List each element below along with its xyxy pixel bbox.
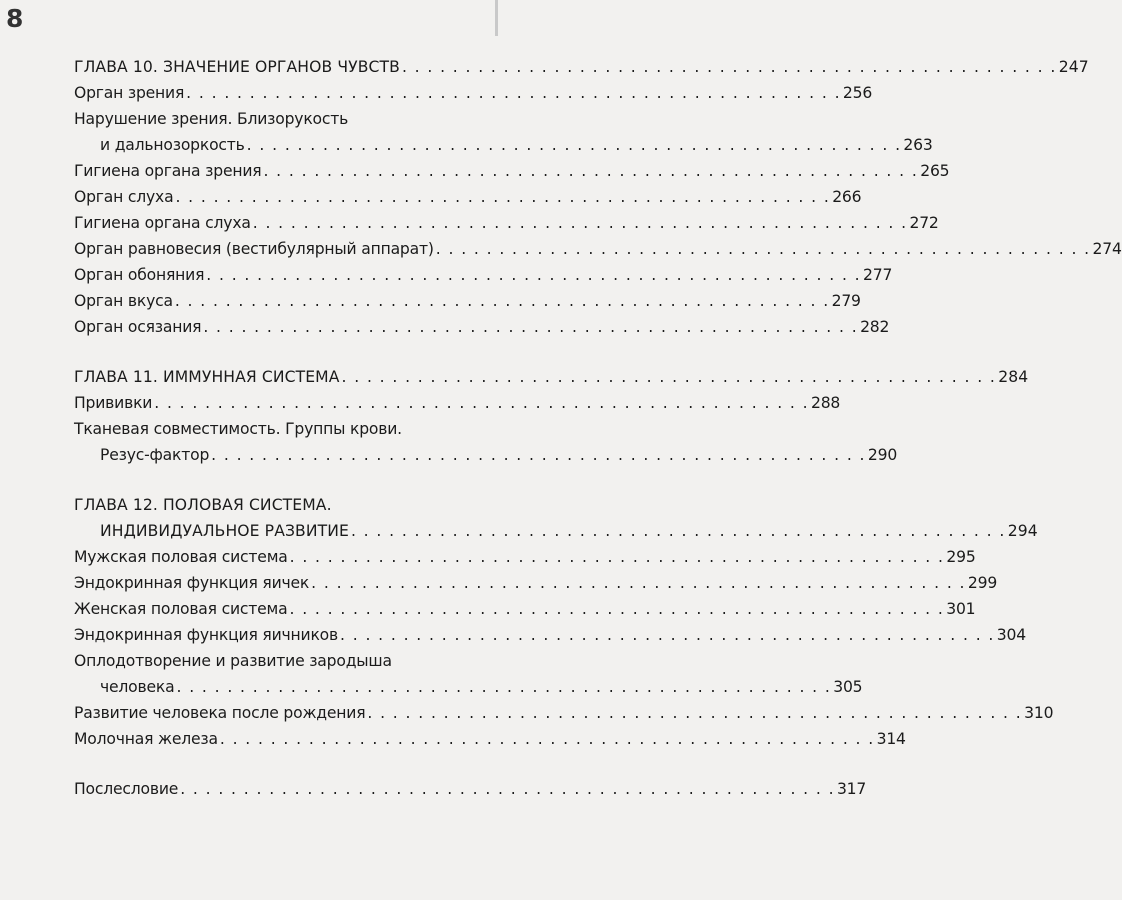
toc-page-number: 317 xyxy=(836,780,867,798)
toc-entry-title: Молочная железа xyxy=(74,730,218,748)
toc-entry-title: Орган осязания xyxy=(74,318,202,336)
dot-leader: . . . . . . . . . . . . . . . . . . . . . . . . . . . . . . . . . . . . . . . . . . . . . . . . . . . . xyxy=(289,600,945,618)
toc-entry-title: Орган вкуса xyxy=(74,292,173,310)
toc-entry[interactable] xyxy=(74,416,898,468)
toc-chapter-entry[interactable] xyxy=(74,54,1089,80)
toc-page-number: 279 xyxy=(831,292,861,310)
dot-leader: . . . . . . . . . . . . . . . . . . . . . . . . . . . . . . . . . . . . . . . . . . . . . . . . . . . . xyxy=(176,678,832,696)
toc-entry[interactable] xyxy=(74,648,863,700)
toc-page-number: 272 xyxy=(909,214,939,232)
toc-entry-title: ГЛАВА 10. ЗНАЧЕНИЕ ОРГАНОВ ЧУВСТВ xyxy=(74,58,400,76)
toc-page-number: 305 xyxy=(833,678,863,696)
toc-page-number: 294 xyxy=(1007,522,1038,540)
toc-section xyxy=(74,54,1122,340)
dot-leader: . . . . . . . . . . . . . . . . . . . . . . . . . . . . . . . . . . . . . . . . . . . . . . . . . . . . xyxy=(186,84,841,102)
dot-leader: . . . . . . . . . . . . . . . . . . . . . . . . . . . . . . . . . . . . . . . . . . . . . . . . . . . . xyxy=(350,522,1006,540)
dot-leader: . . . . . . . . . . . . . . . . . . . . . . . . . . . . . . . . . . . . . . . . . . . . . . . . . . . . xyxy=(263,162,919,180)
dot-leader: . . . . . . . . . . . . . . . . . . . . . . . . . . . . . . . . . . . . . . . . . . . . . . . . . . . . xyxy=(154,394,809,412)
toc-entry[interactable] xyxy=(74,158,950,184)
toc-chapter-entry[interactable] xyxy=(74,364,1029,390)
toc-page-number: 304 xyxy=(996,626,1026,644)
toc-entry-title: Орган слуха xyxy=(74,188,174,206)
toc-entry[interactable] xyxy=(74,726,906,752)
toc-page-number: 263 xyxy=(903,136,933,154)
toc-page-number: 274 xyxy=(1092,240,1122,258)
toc-entry-title: Гигиена органа слуха xyxy=(74,214,251,232)
table-of-contents xyxy=(74,54,1122,826)
toc-entry[interactable] xyxy=(74,776,867,802)
toc-entry-title: человека xyxy=(100,678,175,696)
toc-entry-title: Оплодотворение и развитие зародыша xyxy=(74,652,392,670)
toc-entry-title: Гигиена органа зрения xyxy=(74,162,262,180)
toc-entry[interactable] xyxy=(74,80,873,106)
toc-page-number: 314 xyxy=(876,730,906,748)
toc-page-number: 247 xyxy=(1058,58,1089,76)
toc-entry-title: Эндокринная функция яичек xyxy=(74,574,310,592)
toc-page-number: 295 xyxy=(946,548,976,566)
dot-leader: . . . . . . . . . . . . . . . . . . . . . . . . . . . . . . . . . . . . . . . . . . . . . . . . . . . . xyxy=(435,240,1091,258)
toc-entry-title: Орган равновесия (вестибулярный аппарат) xyxy=(74,240,434,258)
toc-page-number: 310 xyxy=(1024,704,1054,722)
toc-entry[interactable] xyxy=(74,288,861,314)
toc-entry[interactable] xyxy=(74,236,1122,262)
toc-entry-title: Послесловие xyxy=(74,780,179,798)
toc-entry-title: Тканевая совместимость. Группы крови. xyxy=(74,420,402,438)
toc-entry[interactable] xyxy=(74,184,862,210)
toc-page-number: 265 xyxy=(920,162,950,180)
toc-entry-title: Прививки xyxy=(74,394,153,412)
toc-entry[interactable] xyxy=(74,596,976,622)
toc-page-number: 288 xyxy=(810,394,841,412)
toc-entry-title: Развитие человека после рождения xyxy=(74,704,366,722)
toc-page-number: 256 xyxy=(842,84,873,102)
toc-entry[interactable] xyxy=(74,314,890,340)
dot-leader: . . . . . . . . . . . . . . . . . . . . . . . . . . . . . . . . . . . . . . . . . . . . . . . . . . . . xyxy=(401,58,1057,76)
page-number: 8 xyxy=(6,4,24,33)
dot-leader: . . . . . . . . . . . . . . . . . . . . . . . . . . . . . . . . . . . . . . . . . . . . . . . . . . . . xyxy=(311,574,966,592)
dot-leader: . . . . . . . . . . . . . . . . . . . . . . . . . . . . . . . . . . . . . . . . . . . . . . . . . . . . xyxy=(341,368,997,386)
dot-leader: . . . . . . . . . . . . . . . . . . . . . . . . . . . . . . . . . . . . . . . . . . . . . . . . . . . . xyxy=(175,188,831,206)
toc-entry[interactable] xyxy=(74,262,893,288)
toc-page-number: 301 xyxy=(946,600,976,618)
toc-entry-title: Орган зрения xyxy=(74,84,185,102)
toc-entry[interactable] xyxy=(74,700,1054,726)
dot-leader: . . . . . . . . . . . . . . . . . . . . . . . . . . . . . . . . . . . . . . . . . . . . . . . . . . . . xyxy=(206,266,862,284)
toc-page-number: 277 xyxy=(863,266,893,284)
toc-entry-title: Женская половая система xyxy=(74,600,288,618)
toc-page-number: 282 xyxy=(860,318,890,336)
toc-page-number: 284 xyxy=(998,368,1029,386)
dot-leader: . . . . . . . . . . . . . . . . . . . . . . . . . . . . . . . . . . . . . . . . . . . . . . . . . . . . xyxy=(174,292,830,310)
dot-leader: . . . . . . . . . . . . . . . . . . . . . . . . . . . . . . . . . . . . . . . . . . . . . . . . . . . . xyxy=(211,446,866,464)
toc-entry-title: Нарушение зрения. Близорукость xyxy=(74,110,349,128)
toc-entry[interactable] xyxy=(74,570,998,596)
page-edge-mark xyxy=(495,0,498,36)
toc-entry-title: Мужская половая система xyxy=(74,548,288,566)
dot-leader: . . . . . . . . . . . . . . . . . . . . . . . . . . . . . . . . . . . . . . . . . . . . . . . . . . . . xyxy=(340,626,995,644)
toc-entry-title: Орган обоняния xyxy=(74,266,205,284)
toc-entry-title: ГЛАВА 11. ИММУННАЯ СИСТЕМА xyxy=(74,368,340,386)
toc-section xyxy=(74,776,867,802)
toc-entry-title: Эндокринная функция яичников xyxy=(74,626,339,644)
toc-entry[interactable] xyxy=(74,622,1026,648)
toc-page-number: 266 xyxy=(832,188,862,206)
toc-entry[interactable] xyxy=(74,210,939,236)
dot-leader: . . . . . . . . . . . . . . . . . . . . . . . . . . . . . . . . . . . . . . . . . . . . . . . . . . . . xyxy=(246,136,902,154)
toc-section xyxy=(74,364,1029,468)
toc-page-number: 290 xyxy=(867,446,898,464)
toc-entry-title: и дальнозоркость xyxy=(100,136,245,154)
toc-entry[interactable] xyxy=(74,390,841,416)
toc-section xyxy=(74,492,1054,752)
toc-page-number: 299 xyxy=(967,574,998,592)
dot-leader: . . . . . . . . . . . . . . . . . . . . . . . . . . . . . . . . . . . . . . . . . . . . . . . . . . . . xyxy=(252,214,908,232)
toc-entry-title: ИНДИВИДУАЛЬНОЕ РАЗВИТИЕ xyxy=(100,522,349,540)
toc-chapter-entry[interactable] xyxy=(74,492,1038,544)
dot-leader: . . . . . . . . . . . . . . . . . . . . . . . . . . . . . . . . . . . . . . . . . . . . . . . . . . . . xyxy=(219,730,875,748)
dot-leader: . . . . . . . . . . . . . . . . . . . . . . . . . . . . . . . . . . . . . . . . . . . . . . . . . . . . xyxy=(203,318,859,336)
toc-entry-title: ГЛАВА 12. ПОЛОВАЯ СИСТЕМА. xyxy=(74,496,332,514)
toc-entry[interactable] xyxy=(74,544,976,570)
toc-entry[interactable] xyxy=(74,106,933,158)
toc-entry-title: Резус-фактор xyxy=(100,446,210,464)
dot-leader: . . . . . . . . . . . . . . . . . . . . . . . . . . . . . . . . . . . . . . . . . . . . . . . . . . . . xyxy=(367,704,1023,722)
dot-leader: . . . . . . . . . . . . . . . . . . . . . . . . . . . . . . . . . . . . . . . . . . . . . . . . . . . . xyxy=(289,548,945,566)
dot-leader: . . . . . . . . . . . . . . . . . . . . . . . . . . . . . . . . . . . . . . . . . . . . . . . . . . . . xyxy=(180,780,835,798)
